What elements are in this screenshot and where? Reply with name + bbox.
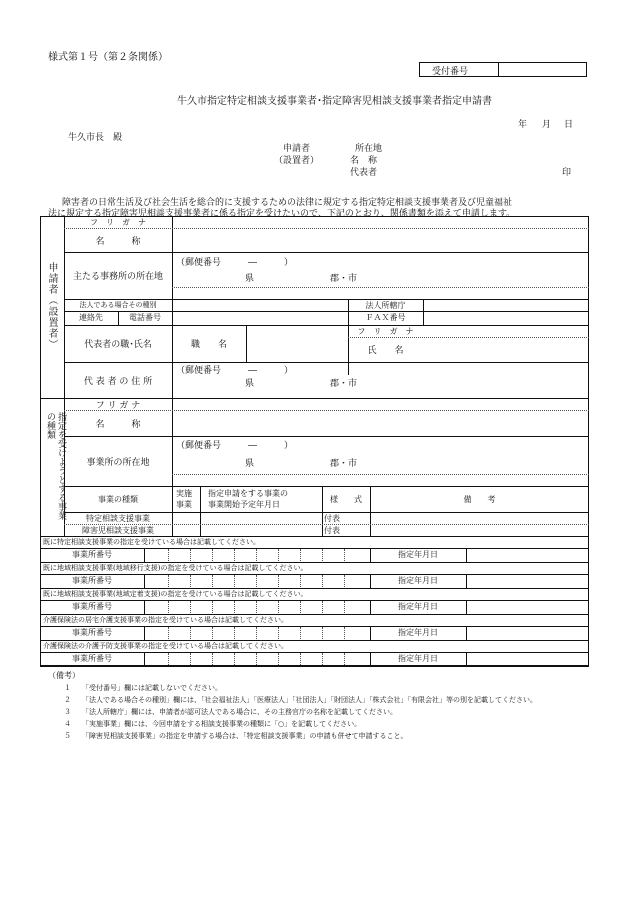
s1-person-name-label: 氏 名 [367, 346, 404, 356]
s1-office-address-label: 主たる事務所の所在地 [72, 272, 163, 282]
s2-col-remarks: 備 考 [463, 494, 496, 504]
existing-office-no-label: 事業所番号 [72, 550, 112, 559]
s1-rep-furigana-label: フ リ ガ ナ [357, 326, 414, 336]
date-day: 日 [564, 120, 574, 130]
s2-postal[interactable]: （郵便番号 ― ） [176, 441, 294, 451]
s1-rep-address-label: 代 表 者 の 住 所 [83, 376, 153, 387]
s2-row-specific-form: 付表 [324, 514, 340, 523]
intro-line-1: 障害者の日常生活及び社会生活を総合的に支援するための法律に規定する指定特定相談支援事業者及び児童福祉 [62, 198, 513, 208]
note-text: 「法人である場合その種別」欄には、「社会福祉法人」｢医療法人」｢社団法人」｢財団法人」｢株式会社」｢有限会社」等の別を記載してください。 [82, 696, 537, 704]
s2-row-child-form: 付表 [324, 526, 340, 535]
document-title: 牛久市指定特定相談支援事業者･指定障害児相談支援事業者指定申請書 [177, 96, 492, 107]
intro-line-2: 法に規定する指定障害児相談支援事業者に係る指定を受けたいので、下記のとおり、関係書類を添えて申請します。 [48, 209, 516, 219]
note-number: ５ [64, 732, 71, 740]
s2-row-child: 障害児相談支援事業 [82, 525, 154, 535]
s2-pref: 県 [245, 459, 255, 469]
existing-heading: 既に地域相談支援事業(地域定着支援)の指定を受けている場合は記載してください。 [43, 590, 308, 598]
s1-pref: 県 [245, 274, 255, 284]
s2-gun: 郡・市 [330, 459, 358, 469]
note-text: 「法人所轄庁」欄には、申請者が認可法人である場合に、その主務官庁の名称を記載してください。 [82, 708, 397, 716]
existing-designated-date-label: 指定年月日 [398, 550, 438, 559]
notes-title: （備考） [48, 671, 80, 680]
existing-heading: 介護保険法の居宅介護支援事業の指定を受けている場合は記載してください。 [43, 616, 288, 624]
s1-rep-pref: 県 [245, 379, 255, 389]
s1-postal[interactable]: （郵便番号 ― ） [176, 258, 294, 268]
date-month: 月 [542, 120, 552, 130]
existing-office-no-label: 事業所番号 [72, 602, 112, 611]
receipt-number-box [419, 62, 587, 77]
s1-rep-title-label: 代表者の職･氏名 [84, 340, 152, 350]
s1-name-label: 名 称 [95, 236, 141, 247]
s1-furigana-label: フ リ ガ ナ [90, 217, 146, 227]
note-number: ２ [64, 696, 71, 704]
founder-label: （設置者） [274, 156, 320, 166]
existing-designated-date-label: 指定年月日 [398, 576, 438, 585]
s2-col-date-1: 指定申請をする事業の [208, 489, 288, 498]
addressee: 牛久市長 殿 [68, 133, 123, 143]
name-label: 名 称 [350, 156, 378, 166]
section1-side-label: 申請者（設置者） [46, 262, 57, 350]
seal-mark: 印 [562, 168, 572, 178]
s1-contact-label: 連絡先 [79, 313, 103, 322]
existing-heading: 既に地域相談支援事業(地域移行支援)の指定を受けている場合は記載してください。 [43, 564, 308, 572]
s2-address-label: 事業所の所在地 [86, 457, 150, 468]
existing-office-no-label: 事業所番号 [72, 576, 112, 585]
s2-col-impl-1: 実施 [176, 489, 192, 498]
existing-designated-date-label: 指定年月日 [398, 628, 438, 637]
s2-row-specific: 特定相談支援事業 [86, 513, 150, 523]
s1-corp-type-label: 法人である場合その種別 [79, 301, 157, 309]
existing-heading: 既に特定相談支援事業の指定を受けている場合は記載してください。 [43, 538, 260, 546]
s2-col-date-2: 事業開始予定年月日 [208, 500, 280, 509]
existing-office-no-label: 事業所番号 [72, 654, 112, 663]
form-number: 様式第１号（第２条関係） [48, 52, 168, 63]
s2-col-form: 様 式 [330, 494, 362, 504]
location-label: 所在地 [355, 144, 383, 154]
s1-name-field[interactable] [176, 232, 576, 248]
s2-col-impl-2: 事業 [176, 500, 192, 509]
s1-corp-office-label: 法人所轄庁 [365, 300, 406, 310]
s1-rep-postal[interactable]: （郵便番号 ― ） [176, 366, 294, 376]
note-number: １ [64, 684, 71, 692]
existing-heading: 介護保険法の介護予防支援事業の指定を受けている場合は記載してください。 [43, 642, 288, 650]
s2-col-kind: 事業の種類 [98, 494, 138, 504]
s1-gun: 郡・市 [330, 274, 358, 284]
section2-side-label: 指定を受けようとする事業の種類 [45, 412, 66, 520]
s1-phone-label: 電話番号 [129, 313, 161, 322]
s2-furigana-label: フ リ ガ ナ [95, 400, 141, 411]
s1-fax-label: ＦＡＸ番号 [365, 313, 406, 322]
receipt-number-label: 受付番号 [432, 67, 469, 77]
note-text: 「実施事業」欄には、今回申請をする相談支援事業の種類に「○」を記載してください。 [82, 720, 362, 728]
applicant-label: 申請者 [283, 144, 311, 154]
note-text: 「障害児相談支援事業」の指定を申請する場合は、「特定相談支援事業」の申請も併せて申請すること。 [82, 732, 408, 740]
note-number: ４ [64, 720, 71, 728]
existing-designated-date-label: 指定年月日 [398, 654, 438, 663]
existing-office-no-label: 事業所番号 [72, 628, 112, 637]
s2-name-label: 名 称 [95, 419, 141, 430]
s1-rep-gun: 郡・市 [330, 379, 358, 389]
s1-post-label: 職 名 [190, 340, 227, 350]
date-year: 年 [518, 120, 528, 130]
note-number: ３ [64, 708, 71, 716]
existing-designated-date-label: 指定年月日 [398, 602, 438, 611]
note-text: 「受付番号」欄には記載しないでください。 [82, 684, 222, 692]
representative-label: 代表者 [350, 168, 378, 178]
